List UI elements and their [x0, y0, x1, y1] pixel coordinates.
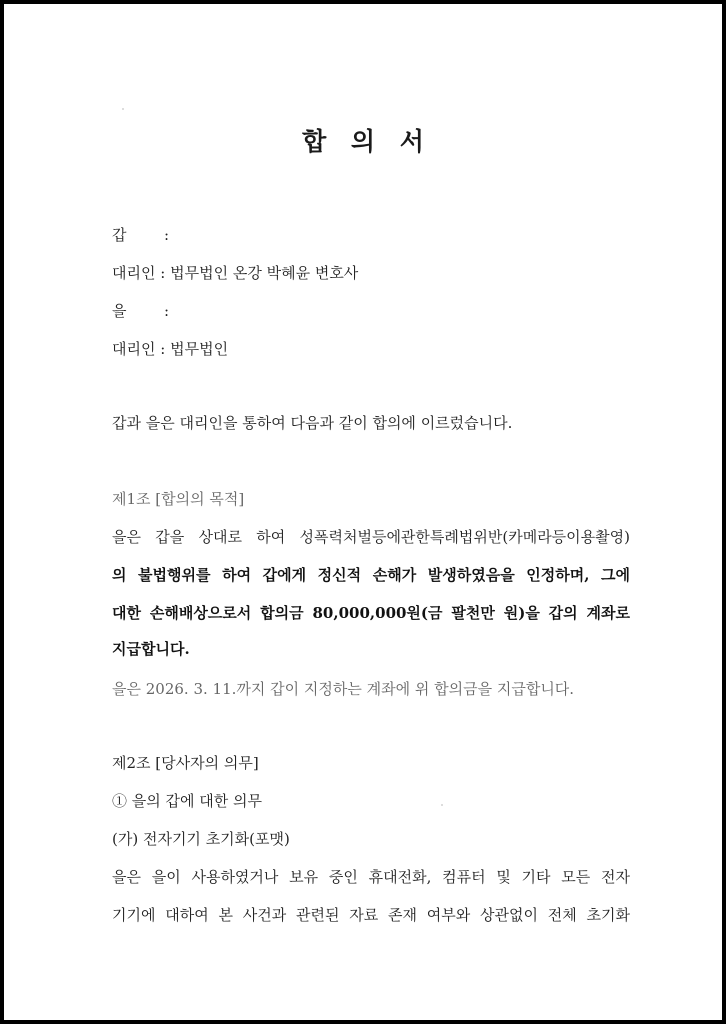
party-separator: : [160, 264, 166, 282]
party-label: 대리인 [112, 340, 156, 358]
article1-deadline: 을은 2026. 3. 11.까지 갑이 지정하는 계좌에 위 합의금을 지급합니다. [112, 680, 575, 698]
article2-item1: ① 을의 갑에 대한 의무 [112, 792, 262, 810]
party-value: 법무법인 [170, 340, 229, 358]
party-label: 을 [112, 302, 127, 320]
article2-sub-a: (가) 전자기기 초기화(포맷) [112, 830, 290, 848]
party-row-eul-agent [112, 338, 228, 359]
article2-heading: 제2조 [당사자의 의무] [112, 754, 259, 772]
party-value: 법무법인 온강 박혜윤 변호사 [170, 264, 359, 282]
scan-speck [441, 804, 443, 806]
party-separator: : [164, 302, 170, 320]
party-row-eul [112, 300, 169, 321]
party-label: 갑 [112, 226, 127, 244]
document-title: 합 의 서 [302, 127, 432, 156]
article2-line: 기기에 대하여 본 사건과 관련된 자료 존재 여부와 상관없이 전체 초기화 [112, 906, 630, 924]
party-row-gap [112, 224, 169, 245]
party-separator: : [164, 226, 170, 244]
party-label: 대리인 [112, 264, 156, 282]
article1-line: 대한 손해배상으로서 합의금 80,000,000원(금 팔천만 원)을 갑의 계좌로 [112, 604, 630, 622]
scan-speck [122, 108, 124, 110]
article2-line: 을은 을이 사용하였거나 보유 중인 휴대전화, 컴퓨터 및 기타 모든 전자 [112, 868, 630, 886]
article1-line: 지급합니다. [112, 640, 190, 658]
party-separator: : [160, 340, 166, 358]
article1-heading: 제1조 [합의의 목적] [112, 490, 245, 508]
article1-line: 의 불법행위를 하여 갑에게 정신적 손해가 발생하였음을 인정하며, 그에 [112, 566, 630, 584]
intro-statement: 갑과 을은 대리인을 통하여 다음과 같이 합의에 이르렀습니다. [112, 414, 513, 432]
party-row-gap-agent [112, 262, 358, 283]
article1-line: 을은 갑을 상대로 하여 성폭력처벌등에관한특례법위반(카메라등이용촬영) [112, 528, 630, 546]
